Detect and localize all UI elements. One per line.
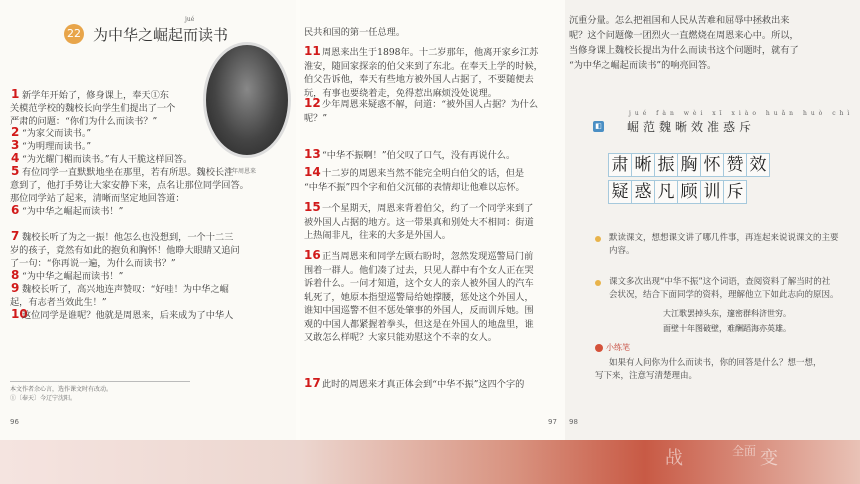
paragraph-line: 十二岁的周恩来当然不能完全明白伯父的话，但是 — [322, 168, 525, 179]
paragraph-line: 严肃的问题：“你们为什么而读书？” — [10, 116, 158, 127]
paragraph-line: 这位同学是谁呢？他就是周恩来，后来成为了中华人 — [22, 310, 234, 321]
paragraph-number: 7 — [11, 229, 20, 243]
banner-text-1: 战 — [665, 448, 683, 469]
poem-line-1: 大江歌罢掉头东，邃密群科济世穷。 — [663, 309, 791, 318]
question-1-line-1: 默读课文，想想课文讲了哪几件事，再连起来说说课文的主要 — [609, 233, 839, 243]
grid-character: 怀 — [700, 153, 724, 177]
intro-line: 呢？这个问题像一团烈火一直燃烧在周恩来心中。所以， — [569, 30, 799, 41]
paragraph-line: 有位同学一直默默地坐在那里，若有所思。魏校长注 — [22, 167, 234, 178]
paragraph-line: 正当周恩来和同学左顾右盼时，忽然发现巡警局门前 — [322, 251, 534, 262]
paragraph-line: 轧死了，她原本指望巡警局给她撑腰，惩处这个外国人， — [304, 291, 534, 303]
paragraph-number: 8 — [11, 268, 20, 282]
paragraph-number: 6 — [11, 203, 20, 217]
grid-character: 振 — [654, 153, 678, 177]
paragraph-number: 11 — [304, 44, 321, 58]
intro-line: 当修身课上魏校长提出为什么而读书这个问题时，就有了 — [569, 45, 799, 56]
grid-character: 效 — [746, 153, 770, 177]
paragraph-line: 呢？” — [304, 112, 328, 124]
paragraph-number: 15 — [304, 200, 321, 214]
paragraph-number: 14 — [304, 165, 321, 179]
paragraph-line: “中华不振”四个字和伯父沉郁的表情却让他难以忘怀。 — [304, 181, 525, 193]
character-grid-row-2 — [608, 180, 746, 204]
grid-character: 凡 — [654, 180, 678, 204]
paragraph-line: 魏校长听了为之一振！他怎么也没想到，一个十二三 — [22, 232, 234, 243]
paragraph-line: “中华不振啊！”伯父叹了口气，没有再说什么。 — [322, 150, 516, 161]
poem-line-2: 面壁十年图破壁，难酬蹈海亦英雄。 — [663, 324, 791, 333]
paragraph-line: 一个星期天，周恩来背着伯父，约了一个同学来到了 — [322, 203, 534, 214]
grid-character: 惑 — [631, 180, 655, 204]
paragraph-line: 上热闹非凡，往来的大多是外国人。 — [304, 230, 451, 241]
paragraph-line: 被外国人占据的地方。这一带果真和别处大不相同：街道 — [304, 216, 534, 228]
paragraph-number: 9 — [11, 281, 20, 295]
question-2-line-2: 会状况，结合下面同学的资料，理解他立下如此志向的原因。 — [609, 290, 839, 300]
paragraph-line: 周恩来出生于1898年。十二岁那年，他离开家乡江苏 — [322, 47, 539, 58]
question-bullet-2 — [595, 280, 601, 286]
paragraph-line: 那位同学站了起来，清晰而坚定地回答道： — [10, 193, 185, 204]
page-middle — [300, 0, 565, 440]
question-bullet-1 — [595, 236, 601, 242]
paragraph-line: 关模范学校的魏校长向学生们提出了一个 — [10, 103, 176, 114]
grid-character: 顾 — [677, 180, 701, 204]
page-number-right: 98 — [569, 418, 578, 426]
paragraph-number: 3 — [11, 138, 20, 152]
paragraph-line: 诉着什么。一问才知道，这个女人的亲人被外国人的汽车 — [304, 278, 534, 289]
paragraph-line: 新学年开始了，修身课上，奉天①东 — [22, 90, 169, 101]
paragraph-number: 4 — [11, 151, 20, 165]
bottom-banner — [0, 440, 860, 484]
paragraph-line: “为明理而读书。” — [22, 141, 92, 152]
footnote-divider — [10, 381, 190, 382]
grid-character: 训 — [700, 180, 724, 204]
grid-character: 斥 — [723, 180, 747, 204]
paragraph-line: “为中华之崛起而读书！” — [22, 271, 124, 282]
paragraph-line: 围着一群人。他们凑了过去，只见人群中有个女人正在哭 — [304, 264, 534, 276]
paragraph-line: 起，有志者当效此生！” — [10, 297, 107, 308]
lesson-number-badge: 22 — [64, 24, 84, 44]
paragraph-number: 12 — [304, 96, 321, 110]
grid-character: 疑 — [608, 180, 632, 204]
paragraph-number: 5 — [11, 164, 20, 178]
question-1-line-2: 内容。 — [609, 246, 635, 256]
paragraph-line: 伯父告诉他，奉天有些地方被外国人占据了，不要随便去 — [304, 74, 534, 85]
banner-text-3: 变 — [760, 448, 778, 469]
title-pinyin: jué — [185, 16, 195, 23]
grid-character: 胸 — [677, 153, 701, 177]
intro-line: “为中华之崛起而读书”的响亮回答。 — [569, 60, 717, 71]
paragraph-line: “为光耀门楣而读书。”有人干脆这样回答。 — [22, 154, 193, 165]
grid-character: 晰 — [631, 153, 655, 177]
paragraph-number: 10 — [11, 307, 28, 321]
word-list-icon: ◧ — [593, 121, 604, 132]
paragraph-number: 1 — [11, 87, 20, 101]
question-2-line-1: 课文多次出现“中华不振”这个词语，查阅资料了解当时的社 — [609, 277, 831, 287]
paragraph-line: “为家父而读书。” — [22, 128, 92, 139]
paragraph-line: 谁知中国巡警不但不惩处肇事的外国人，反而训斥她。围 — [304, 305, 534, 316]
word-list-pinyin: jué fàn wèi xī xiào huǎn huò chì — [629, 110, 854, 117]
paragraph-line: 意到了，他打手势让大家安静下来，点名让那位同学回答。 — [10, 180, 249, 191]
paragraph-line: 岁的孩子，竟然有如此的抱负和胸怀！他睁大眼睛又追问 — [10, 245, 240, 256]
word-list: 崛范魏晰效准惑斥 — [627, 120, 756, 134]
grid-character: 肃 — [608, 153, 632, 177]
page-number-middle: 97 — [548, 418, 557, 426]
paragraph-number: 16 — [304, 248, 321, 262]
paragraph-line: 魏校长听了，高兴地连声赞叹：“好哇！为中华之崛 — [22, 284, 229, 295]
exercise-icon — [595, 344, 603, 352]
portrait-caption: 青年周恩来 — [226, 168, 257, 175]
banner-text-2: 全面 — [732, 444, 757, 458]
paragraph-line: 了一句：“你再说一遍，为什么而读书？” — [10, 258, 176, 269]
paragraph-line: 淮安，随回家探亲的伯父来到了东北。在奉天上学的时候， — [304, 60, 543, 72]
paragraph-number: 13 — [304, 147, 321, 161]
paragraph-number: 2 — [11, 125, 20, 139]
character-grid-row-1 — [608, 153, 769, 177]
footnote-source: 本文作者余心言，选作课文时有改动。 — [10, 386, 113, 393]
page-right — [565, 0, 860, 440]
grid-character: 赞 — [723, 153, 747, 177]
paragraph-number: 17 — [304, 376, 321, 390]
paragraph-line: 少年周恩来疑惑不解，问道：“被外国人占据？为什么 — [322, 99, 539, 110]
paragraph-line: 观的中国人都紧握着拳头，但这是在外国人的地盘里，谁 — [304, 318, 534, 330]
exercise-line-2: 写下来，注意写清楚理由。 — [595, 371, 698, 381]
paragraph-line: 又敢怎么样呢？大家只能劝慰这个不幸的女人。 — [304, 332, 497, 343]
intro-line: 沉重分量。怎么把祖国和人民从苦难和屈辱中拯救出来 — [569, 15, 790, 26]
exercise-line-1: 如果有人问你为什么而读书，你的回答是什么？想一想， — [609, 358, 822, 368]
exercise-label: 小练笔 — [606, 343, 630, 352]
paragraph-line: “为中华之崛起而读书！” — [22, 206, 124, 217]
page2-first-line: 民共和国的第一任总理。 — [304, 27, 406, 38]
paragraph-line: 玩，有事也要绕着走，免得惹出麻烦没处说理。 — [304, 87, 497, 99]
lesson-title: 为中华之崛起而读书 — [93, 26, 229, 44]
page-left — [0, 0, 296, 440]
page-number-left: 96 — [10, 418, 19, 426]
footnote-fengtian: ①〔奉天〕今辽宁沈阳。 — [10, 395, 77, 402]
paragraph-line: 此时的周恩来才真正体会到“中华不振”这四个字的 — [322, 379, 525, 390]
portrait-image — [203, 42, 291, 158]
